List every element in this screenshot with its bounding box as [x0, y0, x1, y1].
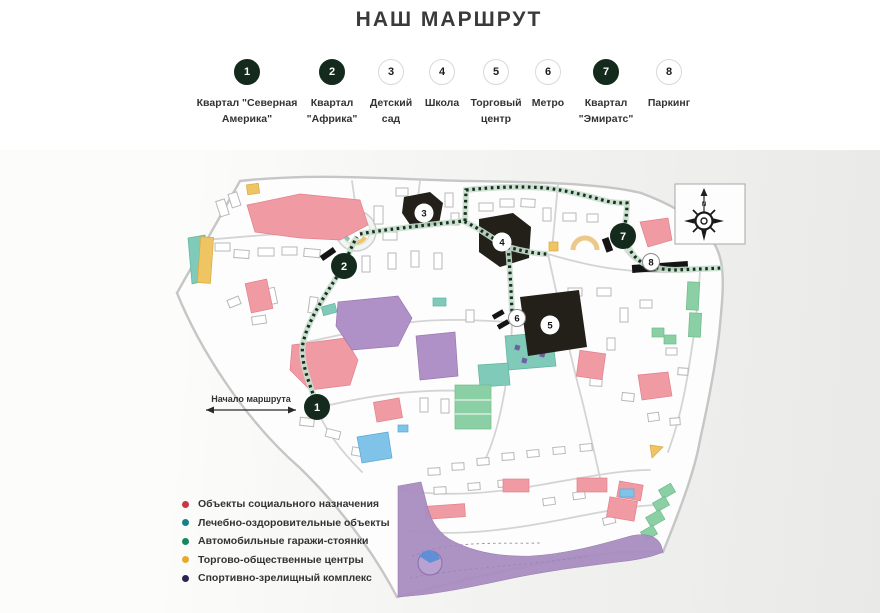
stop-number-badge: 4 [429, 59, 455, 85]
stop-label: Школа [424, 97, 460, 109]
stop-number-badge: 5 [483, 59, 509, 85]
stop-label: Квартал "Африка" [306, 97, 358, 125]
stop-number-badge: 1 [234, 59, 260, 85]
svg-text:4: 4 [499, 237, 505, 249]
stop-number-badge: 7 [593, 59, 619, 85]
route-stop-7 [571, 59, 641, 128]
map-marker-6 [509, 310, 526, 327]
svg-text:8: 8 [648, 257, 654, 269]
svg-text:1: 1 [313, 402, 321, 414]
map-marker-7 [610, 223, 636, 249]
route-stop-1 [195, 59, 299, 128]
legend-item-garages: Автомобильные гаражи-стоянки [182, 535, 390, 547]
legend-dot-medical [182, 519, 189, 526]
legend-item-social: Объекты социального назначения [182, 498, 390, 510]
stop-number-badge: 3 [378, 59, 404, 85]
route-stop-2 [301, 59, 363, 128]
map-marker-2 [331, 253, 357, 279]
site-map [0, 150, 880, 613]
svg-text:7: 7 [619, 231, 627, 243]
route-stop-8 [643, 59, 695, 128]
stop-number-badge: 6 [535, 59, 561, 85]
route-stop-3 [365, 59, 417, 128]
page-title: НАШ МАРШРУТ [355, 8, 543, 31]
legend-dot-trade [182, 556, 189, 563]
map-marker-4 [493, 233, 512, 252]
stop-label: Детский сад [369, 97, 413, 125]
svg-text:2: 2 [340, 261, 348, 273]
route-start-label: Начало маршрута [211, 394, 291, 404]
legend-dot-social [182, 501, 189, 508]
stop-number-badge: 8 [656, 59, 682, 85]
stop-label: Квартал "Эмиратс" [578, 97, 634, 125]
compass-n-label: N [701, 202, 707, 208]
map-marker-5 [541, 316, 560, 335]
site-map-svg [0, 150, 880, 613]
map-marker-1 [304, 394, 330, 420]
route-stop-5 [467, 59, 525, 128]
stop-number-badge: 2 [319, 59, 345, 85]
route-stop-4 [419, 59, 465, 128]
legend-dot-garages [182, 538, 189, 545]
legend-item-sport: Спортивно-зрелищный комплекс [182, 572, 390, 584]
legend-dot-sport [182, 575, 189, 582]
route-start-annotation [206, 394, 296, 414]
route-stop-6 [527, 59, 569, 128]
map-marker-3 [415, 204, 434, 223]
svg-text:3: 3 [421, 208, 427, 220]
legend-item-trade: Торгово-общественные центры [182, 554, 390, 566]
stop-label: Квартал "Северная Америка" [196, 97, 298, 125]
legend-item-medical: Лечебно-оздоровительные объекты [182, 517, 390, 529]
map-legend [182, 498, 390, 591]
svg-text:6: 6 [514, 313, 520, 325]
route-stops-row [195, 59, 695, 128]
map-marker-8 [643, 254, 660, 271]
stop-label: Торговый центр [470, 97, 522, 125]
stop-label: Метро [531, 97, 565, 109]
compass [675, 184, 745, 244]
stop-label: Паркинг [647, 97, 691, 109]
svg-text:5: 5 [547, 320, 553, 332]
